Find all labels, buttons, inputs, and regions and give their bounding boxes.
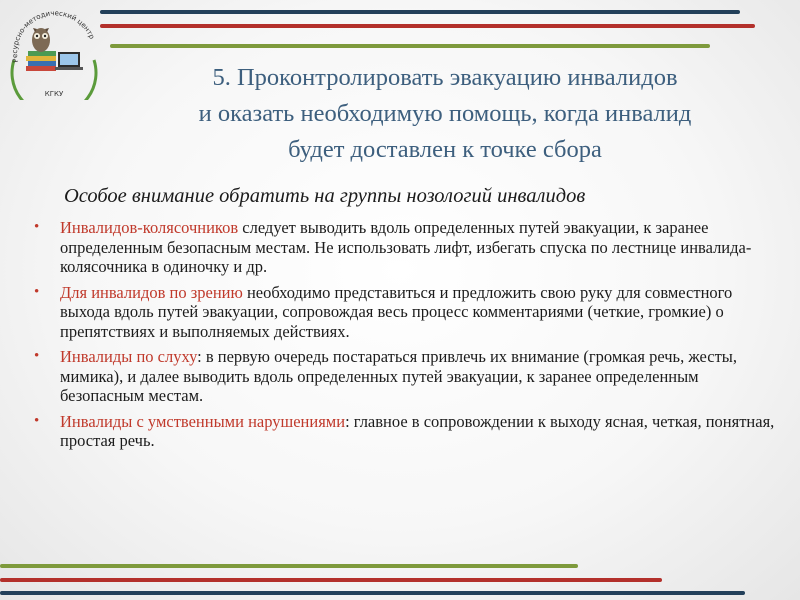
logo-arc-text: Ресурсно-методический центр (10, 9, 96, 64)
bottom-stripe-red (0, 578, 662, 582)
slide-title (110, 60, 780, 168)
bullet-dot-icon: • (34, 348, 40, 364)
list-item (34, 283, 784, 342)
top-stripe-dark (100, 10, 740, 14)
bottom-stripe-green (0, 564, 578, 568)
bullet-text: : главное в сопровождении к выходу ясная, четкая, понятная, простая речь. (60, 411, 775, 450)
list-item (34, 412, 784, 451)
top-stripe-green (110, 44, 710, 48)
bullet-text: следует выводить вдоль определенных путей эвакуации, к заранее определенным безопасным местам. Не использовать лифт, избегать спуска по лестнице инвалида-колясочника в одиночку и др. (60, 218, 752, 276)
slide-subtitle: Особое внимание обратить на группы нозологий инвалидов (64, 185, 586, 207)
bullet-dot-icon: • (34, 283, 40, 300)
list-item (34, 347, 784, 406)
bottom-stripe-dark (0, 591, 745, 595)
list-item (34, 218, 784, 277)
bullet-list (34, 218, 784, 457)
slide-title-line: 5. Проконтролировать эвакуацию инвалидов (212, 64, 678, 91)
logo-bottom-text: КГКУ (44, 90, 64, 98)
bullet-highlight: Для инвалидов по зрению (60, 282, 243, 302)
slide-title-line: и оказать необходимую помощь, когда инвалид (198, 100, 692, 127)
owl-on-books-with-laptop-icon (26, 28, 83, 71)
bullet-highlight: Инвалиды по слуху (60, 347, 198, 366)
bullet-highlight: Инвалидов-колясочников (60, 218, 239, 237)
bullet-highlight: Инвалиды с умственными нарушениями (60, 411, 346, 431)
top-stripe-red (100, 24, 755, 28)
bullet-text: : в первую очередь постараться привлечь их внимание (громкая речь, жесты, мимика), и далее выводить вдоль определенных путей эвакуации, к заранее определенным безопасным местам. (60, 347, 737, 405)
bullet-dot-icon: • (34, 219, 40, 235)
slide-title-line: будет доставлен к точке сбора (288, 136, 602, 163)
organization-logo (4, 0, 104, 100)
bullet-dot-icon: • (34, 412, 40, 429)
bullet-text: необходимо представиться и предложить свою руку для совместного выхода вдоль путей эвакуации, сопровождая весь процесс комментариями (четкие, громкие) о препятствиях и выполняемых действиях. (60, 282, 733, 341)
